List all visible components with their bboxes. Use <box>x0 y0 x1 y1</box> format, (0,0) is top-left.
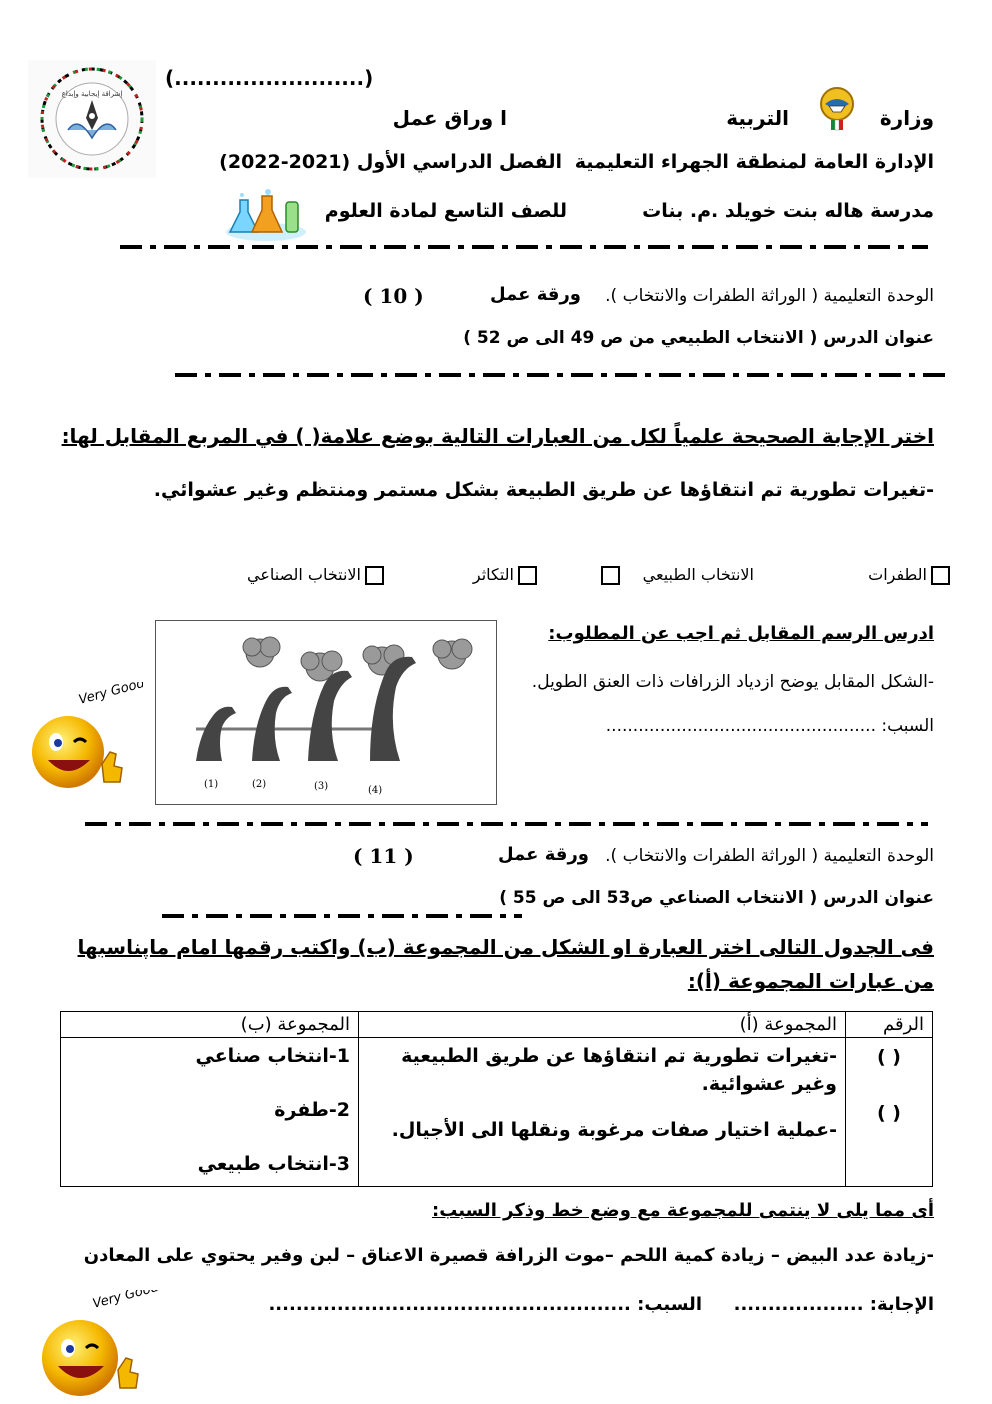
checkbox[interactable] <box>931 566 950 585</box>
school-name: مدرسة هاله بنت خويلد .م. بنات <box>642 200 934 222</box>
col-header-group-b: المجموعة (ب) <box>61 1012 359 1038</box>
reason-label[interactable]: السبب: ..................................................... <box>268 1294 702 1315</box>
ws11-lesson: عنوان الدرس ( الانتخاب الصناعي ص53 الى ص 55 ) <box>499 888 934 908</box>
group-a-item-2: -عملية اختيار صفات مرغوبة ونقلها الى الأجيال. <box>391 1119 837 1141</box>
q2-title: ادرس الرسم المقابل ثم اجب عن المطلوب: <box>548 623 934 644</box>
school-logo <box>28 60 156 178</box>
ws11-sheet-label: ورقة عمل <box>498 844 589 865</box>
divider <box>162 914 522 918</box>
answer-blank-1[interactable]: ( ) <box>877 1046 901 1068</box>
option-reproduction[interactable]: التكاثر <box>473 565 537 585</box>
ws10-unit: الوحدة التعليمية ( الوراثة الطفرات والانتخاب ). <box>605 286 934 306</box>
ws10-sheet-label: ورقة عمل <box>490 284 581 305</box>
worksheets-title: ا وراق عمل <box>392 106 507 130</box>
lab-flasks-icon <box>222 186 310 242</box>
very-good-sticker-icon <box>18 682 143 792</box>
q1-statement: -تغيرات تطورية تم انتقاؤها عن طريق الطبيعة بشكل مستمر ومنتظم وغير عشوائي. <box>153 479 934 501</box>
group-b-item-2: 2-طفرة <box>274 1099 350 1121</box>
divider <box>175 373 950 377</box>
ministry-word-2: التربية <box>726 106 789 130</box>
answer-blank-2[interactable]: ( ) <box>877 1102 901 1124</box>
q4-title: أى مما يلى لا ينتمى للمجموعة مع وضع خط وذكر السبب: <box>432 1200 934 1221</box>
ws11-sheet-number: ( 11 ) <box>353 844 414 868</box>
figure-label-2: (2) <box>252 779 267 790</box>
kuwait-emblem-icon <box>813 84 861 134</box>
sticker-text: Very Good <box>77 682 143 708</box>
very-good-sticker-icon <box>28 1290 158 1400</box>
option-mutations[interactable]: الطفرات <box>868 565 950 585</box>
option-natural-selection[interactable]: الانتخاب الطبيعي <box>597 565 754 585</box>
ws10-lesson: عنوان الدرس ( الانتخاب الطبيعي من ص 49 الى ص 52 ) <box>463 328 934 348</box>
q1-title: اختر الإجابة الصحيحة علمياً لكل من العبارات التالية بوضع علامة( ) في المربع المقابل لها: <box>61 424 934 448</box>
ws10-sheet-number: ( 10 ) <box>363 284 424 308</box>
directorate: الإدارة العامة لمنطقة الجهراء التعليمية <box>574 151 934 173</box>
sticker-text: Very Good <box>91 1290 158 1312</box>
option-artificial-selection[interactable]: الانتخاب الصناعي <box>247 565 384 585</box>
figure-label-4: (4) <box>368 785 383 796</box>
group-b-item-1: 1-انتخاب صناعي <box>195 1045 350 1067</box>
q4-statement: -زيادة عدد البيض – زيادة كمية اللحم –موت الزرافة قصيرة الاعناق – لبن وفير يحتوي على المعادن <box>83 1245 934 1266</box>
name-blank: (.........................) <box>165 66 374 90</box>
group-a-item-1: -تغيرات تطورية تم انتقاؤها عن طريق الطبيعية وغير عشوائية. <box>401 1045 837 1095</box>
q2-reason: السبب: .................................................. <box>605 716 934 736</box>
divider <box>85 822 928 826</box>
grade-subject: للصف التاسع لمادة العلوم <box>324 200 567 222</box>
answer-label[interactable]: الإجابة: ................... <box>733 1294 934 1315</box>
checkbox[interactable] <box>365 566 384 585</box>
matching-table <box>60 1011 933 1187</box>
ws11-unit: الوحدة التعليمية ( الوراثة الطفرات والانتخاب ). <box>605 846 934 866</box>
checkbox[interactable] <box>518 566 537 585</box>
col-header-number: الرقم <box>846 1012 933 1038</box>
col-header-group-a: المجموعة (أ) <box>359 1012 846 1038</box>
group-b-item-3: 3-انتخاب طبيعي <box>197 1153 350 1175</box>
checkbox[interactable] <box>601 566 620 585</box>
giraffe-figure <box>155 620 497 805</box>
ministry-word-1: وزارة <box>879 106 934 130</box>
figure-label-1: (1) <box>204 779 219 790</box>
q3-title: فى الجدول التالى اختر العبارة او الشكل من المجموعة (ب) واكتب رقمها امام ماپناسبها من عبارات المجموعة (أ): <box>77 935 934 993</box>
semester: الفصل الدراسي الأول (2021-2022) <box>219 151 562 173</box>
figure-label-3: (3) <box>314 781 329 792</box>
q2-statement: -الشكل المقابل يوضح ازدياد الزرافات ذات العنق الطويل. <box>531 672 934 692</box>
divider <box>120 245 928 249</box>
logo-caption: إشراقة إيجابية وإبداع <box>61 90 123 98</box>
